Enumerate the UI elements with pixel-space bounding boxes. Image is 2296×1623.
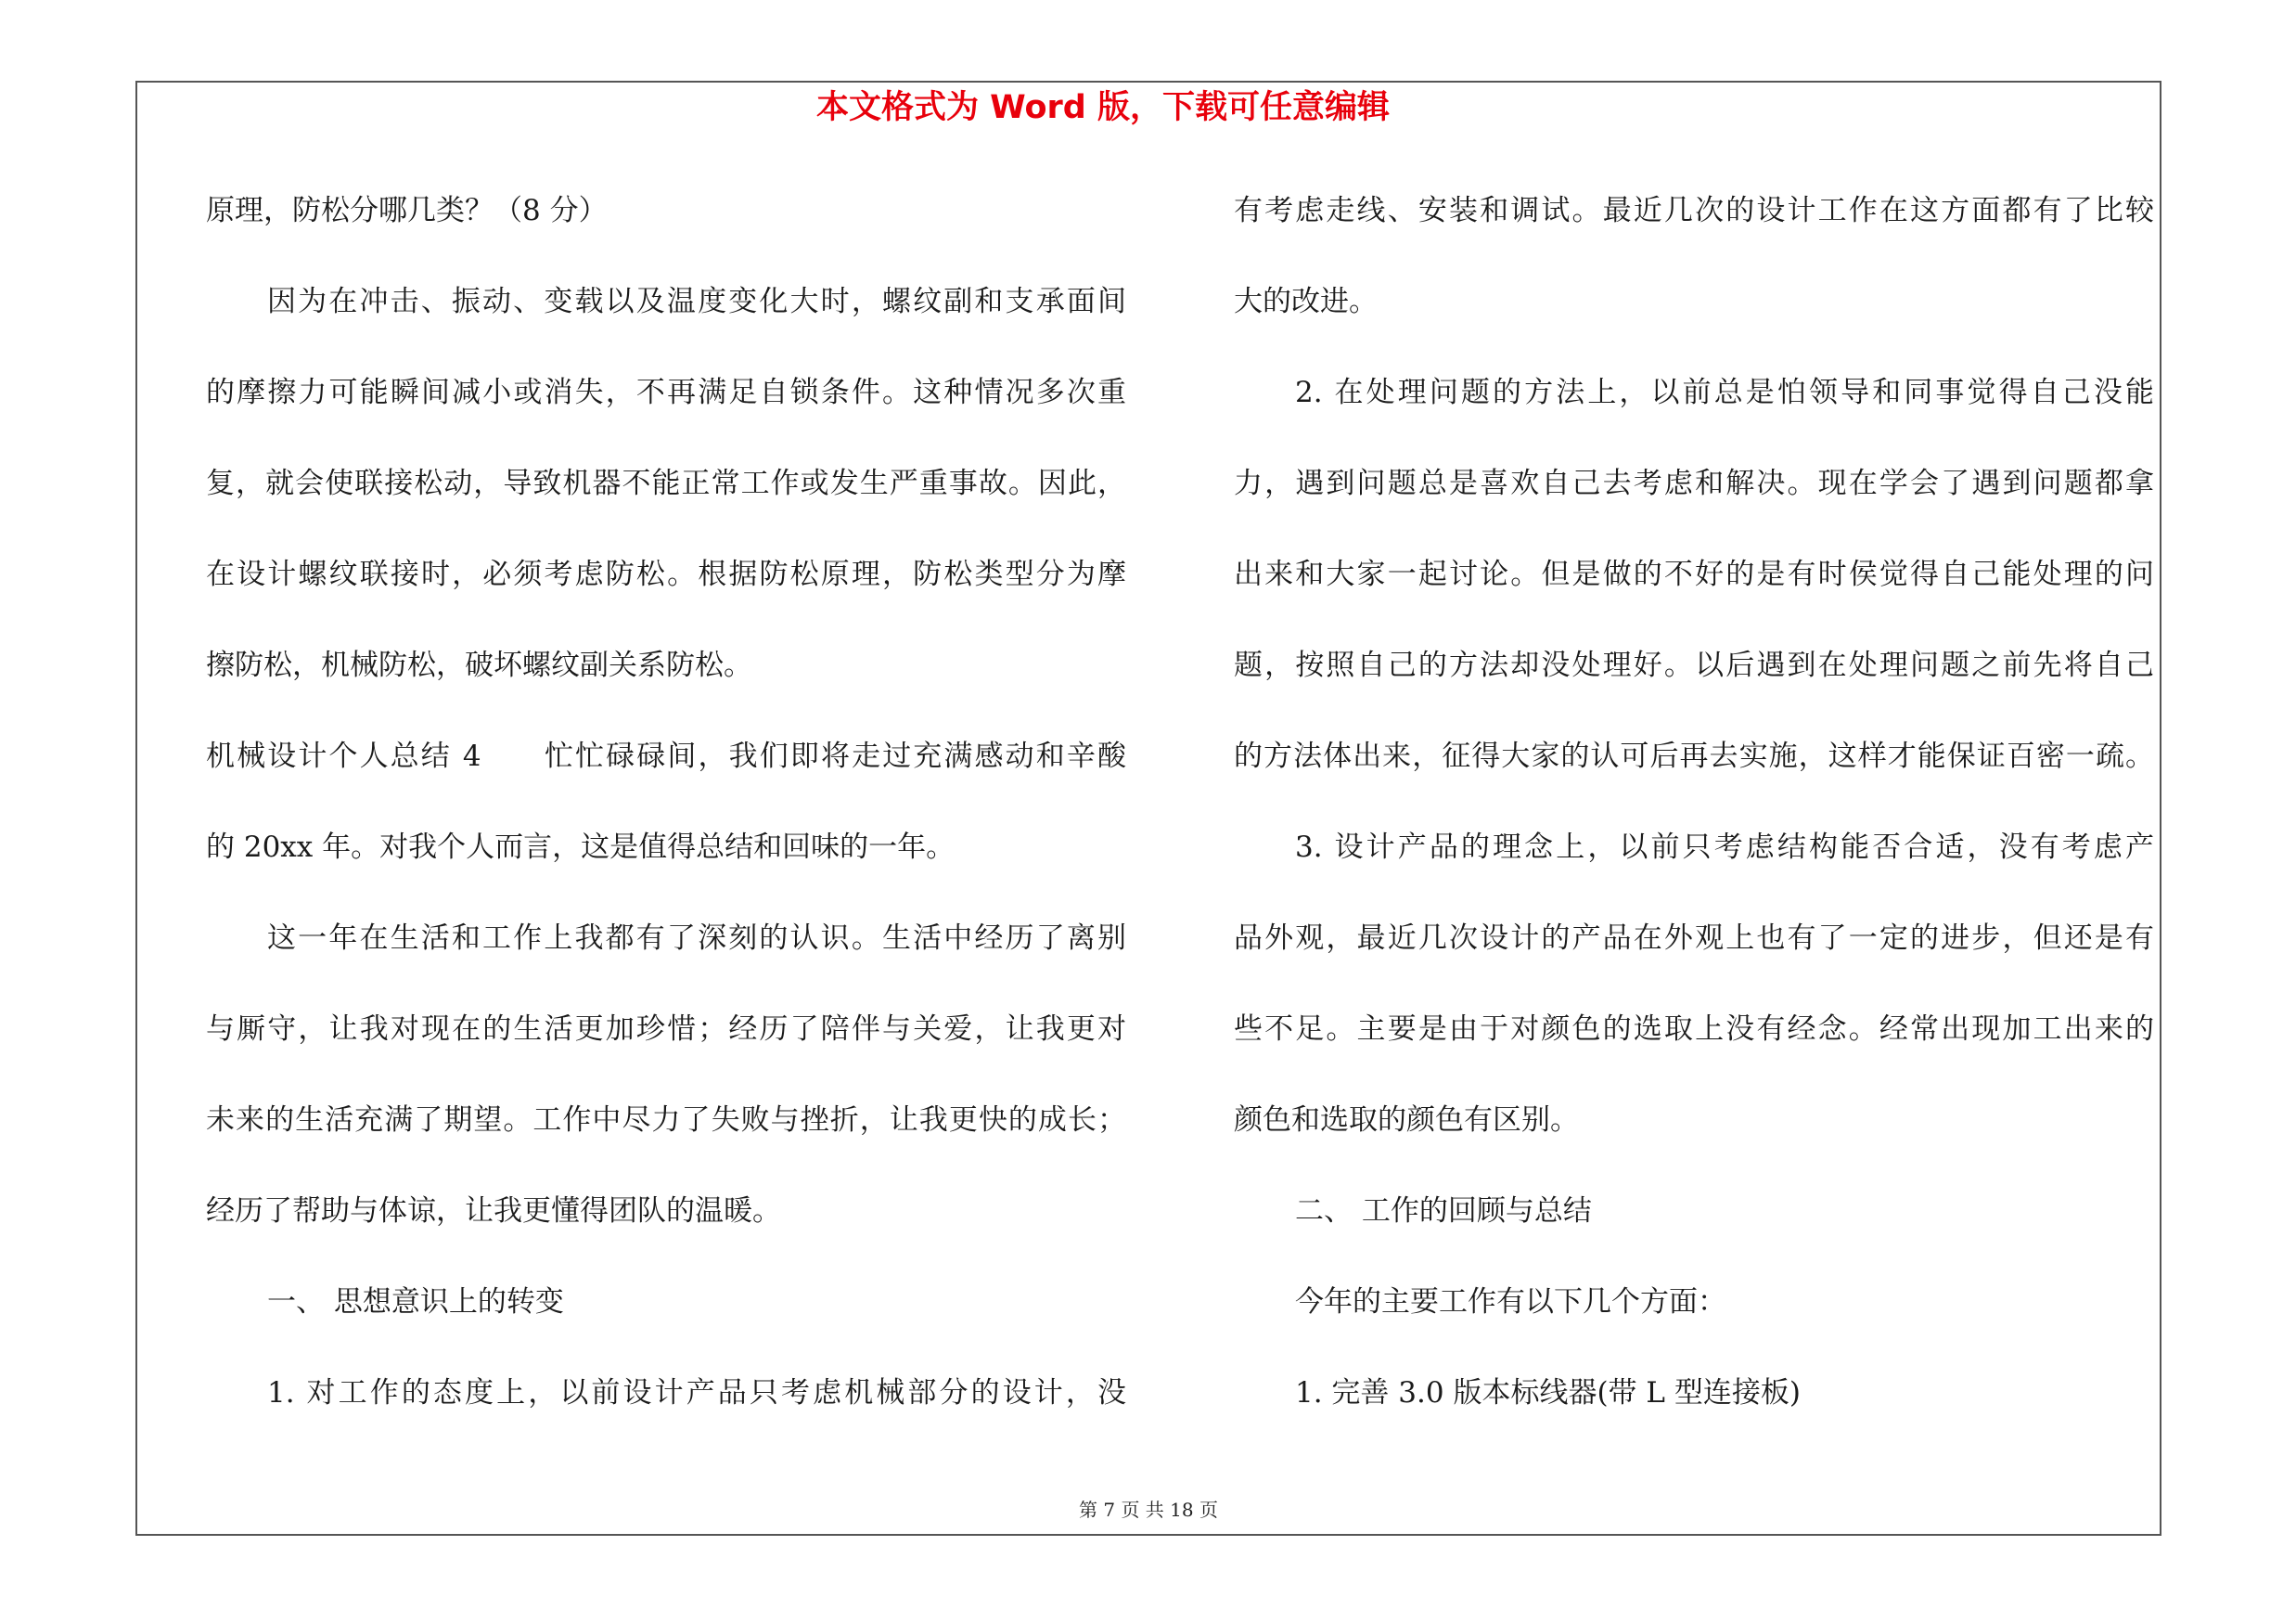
- text-line: 在设计螺纹联接时，必须考虑防松。根据防松原理，防松类型分为摩: [206, 558, 1126, 591]
- text-line: 未来的生活充满了期望。工作中尽力了失败与挫折，让我更快的成长；: [206, 1103, 1126, 1137]
- page-number-footer: 第 7 页 共 18 页: [1079, 1499, 1218, 1521]
- text-line: 的摩擦力可能瞬间减小或消失，不再满足自锁条件。这种情况多次重: [206, 376, 1126, 409]
- text-line: 品外观，最近几次设计的产品在外观上也有了一定的进步，但还是有: [1234, 921, 2154, 955]
- text-line: 些不足。主要是由于对颜色的选取上没有经念。经常出现加工出来的: [1234, 1012, 2154, 1046]
- text-line: 经历了帮助与体谅，让我更懂得团队的温暖。: [206, 1194, 781, 1228]
- text-line: 因为在冲击、振动、变载以及温度变化大时，螺纹副和支承面间: [267, 285, 1126, 318]
- text-line: 2. 在处理问题的方法上，以前总是怕领导和同事觉得自己没能: [1295, 376, 2154, 409]
- text-line: 这一年在生活和工作上我都有了深刻的认识。生活中经历了离别: [267, 921, 1126, 955]
- left-text-column: [206, 165, 1126, 1438]
- text-line: 与厮守，让我对现在的生活更加珍惜；经历了陪伴与关爱，让我更对: [206, 1012, 1126, 1046]
- text-line: 大的改进。: [1234, 285, 1378, 318]
- document-header: 本文格式为 Word 版，下载可任意编辑: [815, 89, 1391, 126]
- heading-line: 二、 工作的回顾与总结: [1295, 1194, 1592, 1228]
- text-line: 复，就会使联接松动，导致机器不能正常工作或发生严重事故。因此，: [206, 467, 1126, 500]
- text-line: 的方法体出来，征得大家的认可后再去实施，这样才能保证百密一疏。: [1234, 740, 2154, 773]
- text-line: 1. 完善 3.0 版本标线器(带 L 型连接板): [1295, 1376, 1801, 1410]
- text-line: 题，按照自己的方法却没处理好。以后遇到在处理问题之前先将自己: [1234, 649, 2154, 682]
- text-line: 今年的主要工作有以下几个方面：: [1295, 1285, 1726, 1319]
- text-line: 有考虑走线、安装和调试。最近几次的设计工作在这方面都有了比较: [1234, 194, 2154, 227]
- text-line: 3. 设计产品的理念上，以前只考虑结构能否合适，没有考虑产: [1295, 831, 2154, 864]
- text-line: 颜色和选取的颜色有区别。: [1234, 1103, 1579, 1137]
- text-line: 力，遇到问题总是喜欢自己去考虑和解决。现在学会了遇到问题都拿: [1234, 467, 2154, 500]
- text-line: 出来和大家一起讨论。但是做的不好的是有时侯觉得自己能处理的问: [1234, 558, 2154, 591]
- section-title-line: 机械设计个人总结 4 忙忙碌碌间，我们即将走过充满感动和辛酸: [206, 740, 1126, 773]
- text-line: 原理，防松分哪几类？（8 分）: [206, 194, 608, 227]
- text-line: 擦防松，机械防松，破坏螺纹副关系防松。: [206, 649, 752, 682]
- text-line: 1. 对工作的态度上，以前设计产品只考虑机械部分的设计，没: [267, 1376, 1126, 1410]
- heading-line: 一、 思想意识上的转变: [267, 1285, 564, 1319]
- text-line: 的 20xx 年。对我个人而言，这是值得总结和回味的一年。: [206, 831, 956, 864]
- right-text-column: [1234, 165, 2154, 1438]
